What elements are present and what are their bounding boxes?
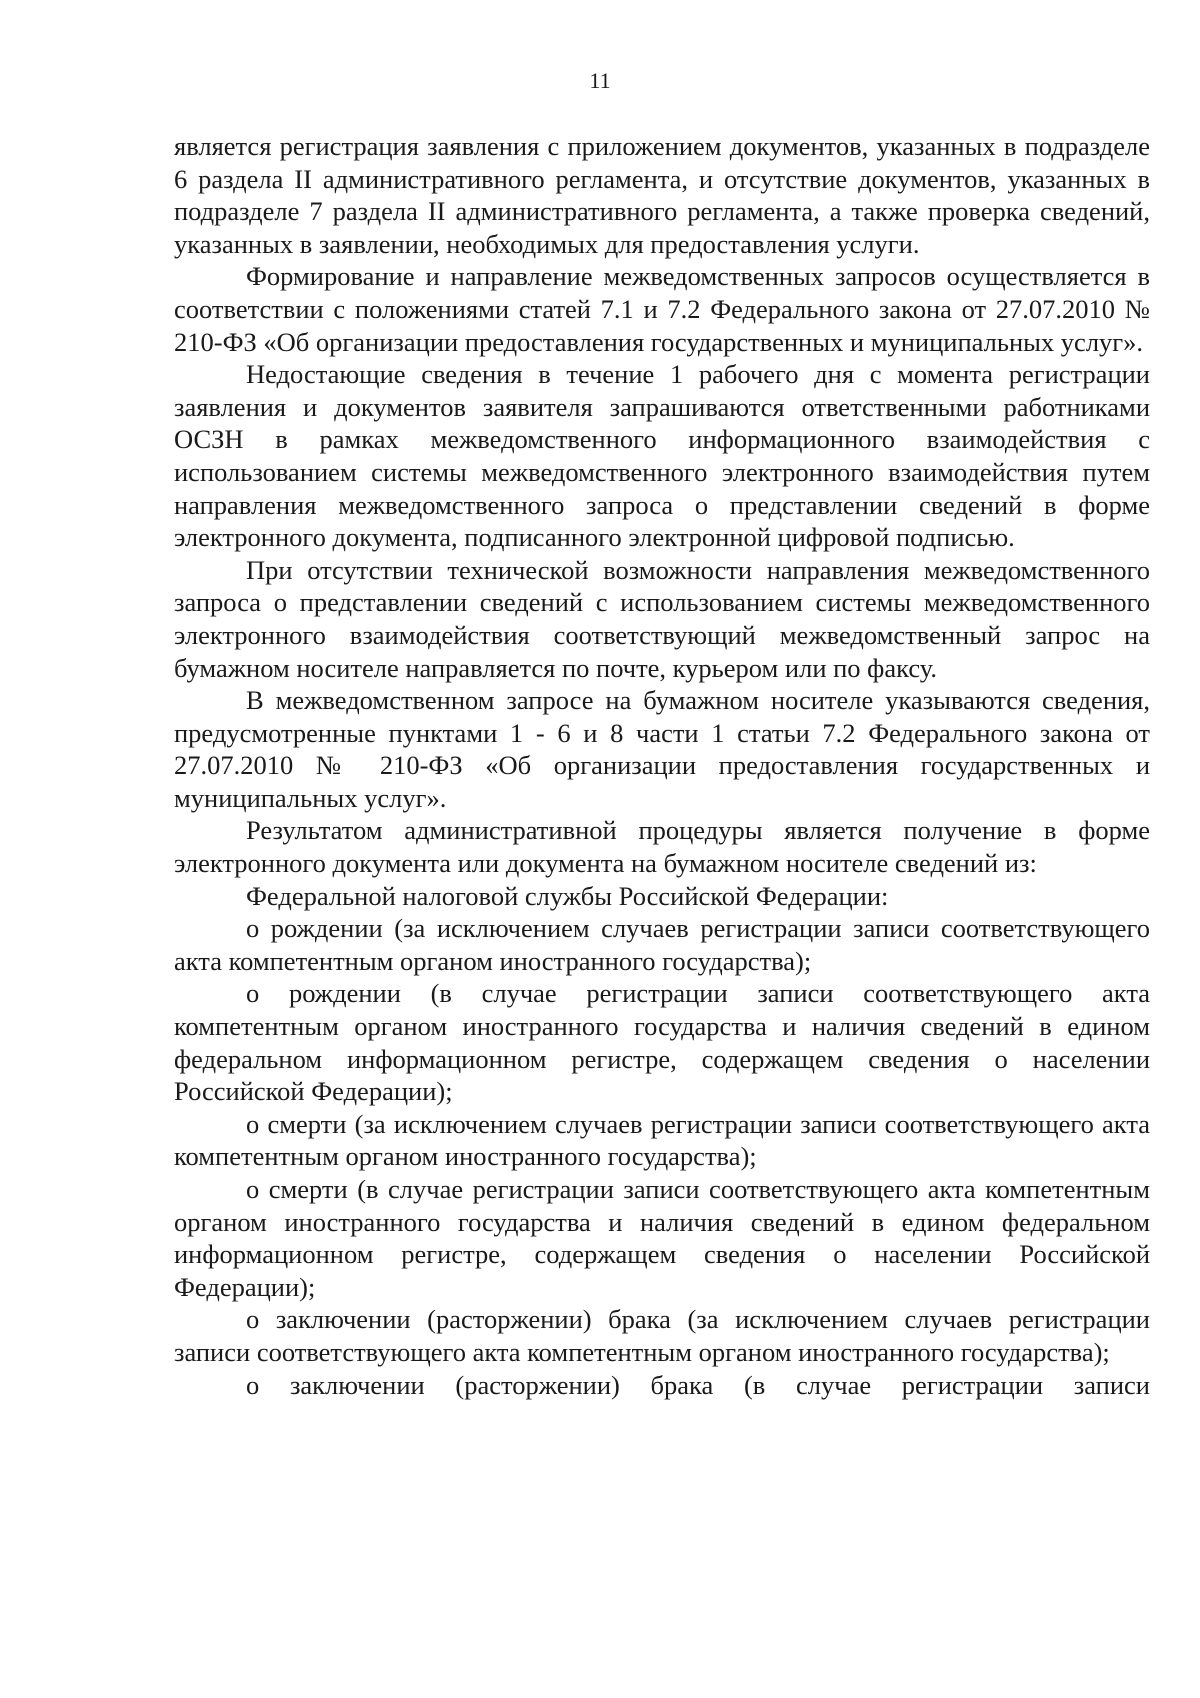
list-item: о смерти (за исключением случаев регистрации записи соответствующего акта компетентным органом иностранного государства); <box>174 1108 1150 1172</box>
document-body <box>174 130 1150 1401</box>
list-item: о смерти (в случае регистрации записи соответствующего акта компетентным органом иностранного государства и наличия сведений в едином федеральном информационном регистре, содержащем сведения о населении Российской Федерации); <box>174 1174 1150 1302</box>
page-number: 11 <box>589 68 611 93</box>
paragraph: В межведомственном запросе на бумажном носителе указываются сведения, предусмотренные пунктами 1 - 6 и 8 части 1 статьи 7.2 Федерального закона от 27.07.2010 № 210-ФЗ «Об организации предоставления государственных и муниципальных услуг». <box>174 685 1150 813</box>
paragraph: Федеральной налоговой службы Российской Федерации: <box>246 880 889 911</box>
paragraph: является регистрация заявления с приложением документов, указанных в подразделе 6 раздела II административного регламента, и отсутствие документов, указанных в подразделе 7 раздела II административного регламента, а также проверка сведений, указанных в заявлении, необходимых для предоставления услуги. <box>174 131 1150 259</box>
list-item: о рождении (в случае регистрации записи соответствующего акта компетентным органом иностранного государства и наличия сведений в едином федеральном информационном регистре, содержащем сведения о населении Российской Федерации); <box>174 978 1150 1107</box>
paragraph: Результатом административной процедуры является получение в форме электронного документа или документа на бумажном носителе сведений из: <box>174 815 1150 879</box>
list-item: о заключении (расторжении) брака (за исключением случаев регистрации записи соответствующего акта компетентным органом иностранного государства); <box>174 1304 1150 1367</box>
list-item: о заключении (расторжении) брака (в случае регистрации записи <box>246 1369 1150 1400</box>
paragraph: Недостающие сведения в течение 1 рабочего дня с момента регистрации заявления и документов заявителя запрашиваются ответственными работниками ОСЗН в рамках межведомственного информационного взаимодействия с использованием системы межведомственного электронного взаимодействия путем направления межведомственного запроса о представлении сведений в форме электронного документа, подписанного электронной цифровой подписью. <box>174 359 1150 553</box>
paragraph: Формирование и направление межведомственных запросов осуществляется в соответствии с положениями статей 7.1 и 7.2 Федерального закона от 27.07.2010 № 210-ФЗ «Об организации предоставления государственных и муниципальных услуг». <box>174 261 1150 357</box>
list-item: о рождении (за исключением случаев регистрации записи соответствующего акта компетентным органом иностранного государства); <box>174 913 1150 976</box>
paragraph: При отсутствии технической возможности направления межведомственного запроса о представлении сведений с использованием системы межведомственного электронного взаимодействия соответствующий межведомственный запрос на бумажном носителе направляется по почте, курьером или по факсу. <box>174 554 1150 683</box>
